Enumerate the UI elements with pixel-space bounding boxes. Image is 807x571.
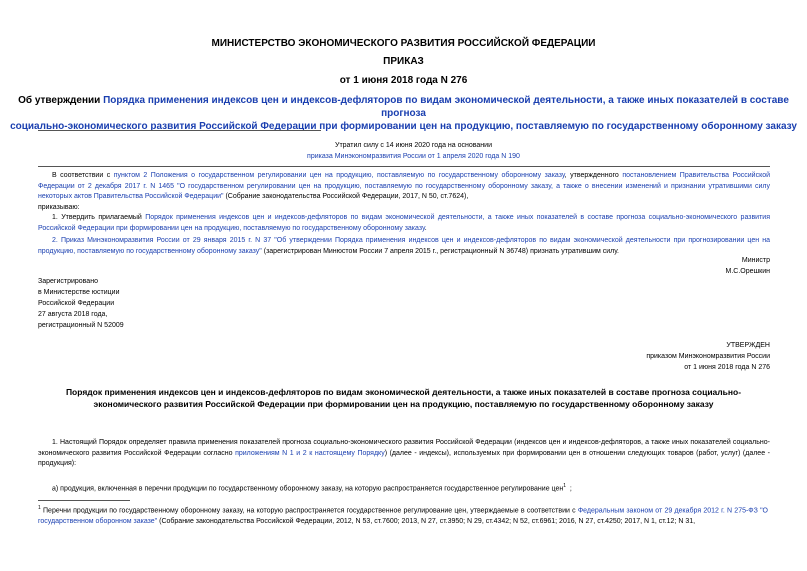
title-link-line2[interactable]: социально-экономического развития Российской Федерации при формировании цен на продукцию, поставляемую по государственному оборонному заказу	[10, 121, 797, 132]
approval-line: УТВЕРЖДЕН	[726, 342, 770, 349]
body-paragraph-2	[38, 481, 770, 495]
orders-word: приказываю:	[38, 204, 80, 211]
approval-line: приказом Минэкономразвития России	[646, 353, 770, 360]
void-note-line1: Утратил силу с 14 июня 2020 года на основании	[335, 142, 492, 149]
footnote-ref[interactable]: 1	[563, 483, 567, 489]
item-1-prefix: 1. Утвердить прилагаемый	[52, 214, 146, 221]
preamble-link-2[interactable]: постановлением Правительства Российской Федерации от 2 декабря 2017 г. N 1465 "О государственном регулировании цен на продукцию, поставляемую по государственному оборонному заказу, а также о внесении изменений и признании утратившими силу некоторых актов Правительства Российской Федерации"	[38, 172, 771, 200]
preamble-paragraph	[38, 171, 770, 203]
order-title-line2: экономического развития Российской Федерации при формировании цен на продукцию, поставляемую по государственному оборонному заказу	[93, 399, 714, 409]
footnote-link[interactable]: Федеральным законом от 29 декабря 2012 г. N 275-ФЗ "О государственном оборонном заказе"	[38, 507, 769, 525]
preamble-text-1: В соответствии с	[52, 172, 114, 179]
body-p1-text-end: ) (далее - индексы), используемых при формировании цен в отношении следующих товаров (работ, услуг) (далее - продукция):	[38, 449, 770, 467]
title-link[interactable]: Порядка применения индексов цен и индексов-дефляторов по видам экономической деятельности, а также иных показателей в составе прогноза	[103, 95, 789, 119]
item-2-link[interactable]: 2. Приказ Минэкономразвития России от 29 января 2015 г. N 37 "Об утверждении Порядка применения индексов цен и индексов-дефляторов по видам экономической деятельности при прогнозировании цен на продукцию, поставляемую по государственному оборонному заказу"	[38, 237, 770, 255]
footnote	[38, 503, 768, 527]
order-title	[0, 386, 807, 410]
registration-line: Зарегистрировано	[38, 278, 98, 285]
doc-type-heading: ПРИКАЗ	[383, 56, 424, 67]
doc-title	[0, 94, 807, 133]
signature-position: Министр	[741, 257, 770, 264]
body-p2-end: ;	[569, 485, 572, 493]
footnote-divider	[38, 500, 130, 501]
order-title-line1: Порядок применения индексов цен и индексов-дефляторов по видам экономической деятельности, а также иных показателей в составе прогноза социально-	[65, 387, 742, 397]
registration-line: 27 августа 2018 года,	[38, 311, 108, 318]
item-1	[38, 213, 770, 234]
void-note-link[interactable]: приказа Минэкономразвития России от 1 апреля 2020 года N 190	[307, 152, 520, 160]
ministry-heading: МИНИСТЕРСТВО ЭКОНОМИЧЕСКОГО РАЗВИТИЯ РОССИЙСКОЙ ФЕДЕРАЦИИ	[211, 38, 596, 49]
body-p1-text: 1. Настоящий Порядок определяет правила применения показателей прогноза социально-экономического развития Российской Федерации (индексов цен и индексов-дефляторов, а также иных показателей социально-экономического развития Российской Федерации согласно	[38, 439, 770, 457]
signature-name: М.С.Орешкин	[725, 268, 770, 275]
item-1-link[interactable]: Порядок применения индексов цен и индексов-дефляторов по видам экономической деятельности, а также иных показателей в составе прогноза социально-экономического развития Российской Федерации при формировании цен на продукцию, поставляемую по государственному оборонному заказу	[38, 214, 771, 232]
registration-line: регистрационный N 52009	[38, 322, 124, 329]
void-note-divider	[38, 166, 770, 167]
approval-line: от 1 июня 2018 года N 276	[684, 364, 770, 371]
preamble-link-1[interactable]: пунктом 2 Положения о государственном регулировании цен на продукцию, поставляемую по государственному оборонному заказу	[113, 172, 565, 179]
registration-line: в Министерстве юстиции	[38, 289, 120, 296]
body-p2-text: а) продукция, включенная в перечни продукции по государственному оборонному заказу, на которую распространяется государственное регулирование цен	[52, 485, 564, 493]
item-1-suffix: .	[424, 224, 427, 232]
preamble-text-2: , утвержденного	[564, 172, 623, 179]
title-prefix: Об утверждении	[18, 95, 104, 106]
item-2	[38, 236, 770, 257]
item-2-suffix: (зарегистрирован Минюстом России 7 апреля 2015 г., регистрационный N 36748) признать утратившим силу.	[261, 247, 619, 255]
title-divider	[38, 130, 321, 131]
approval-block	[646, 340, 770, 373]
footnote-mark: 1	[38, 505, 41, 511]
signature-block	[726, 255, 770, 277]
footnote-text-end: (Собрание законодательства Российской Федерации, 2012, N 53, ст.7600; 2013, N 27, ст.3950; N 29, ст.4342; N 52, ст.6961; 2016, N 27, ст.4250; 2017, N 1, ст.12; N 31,	[157, 517, 696, 525]
doc-date-number: от 1 июня 2018 года N 276	[339, 75, 468, 86]
registration-block	[38, 276, 124, 331]
appendix-link[interactable]: приложениям N 1 и 2 к настоящему Порядку	[235, 449, 385, 457]
void-note	[10, 141, 807, 162]
body-paragraph-1	[38, 438, 770, 470]
footnote-text: Перечни продукции по государственному оборонному заказу, на которую распространяется государственное регулирование цен, утверждаемые в соответствии с	[43, 507, 578, 515]
preamble-text-3: (Собрание законодательства Российской Федерации, 2017, N 50, ст.7624),	[223, 193, 469, 200]
registration-line: Российской Федерации	[38, 300, 115, 307]
